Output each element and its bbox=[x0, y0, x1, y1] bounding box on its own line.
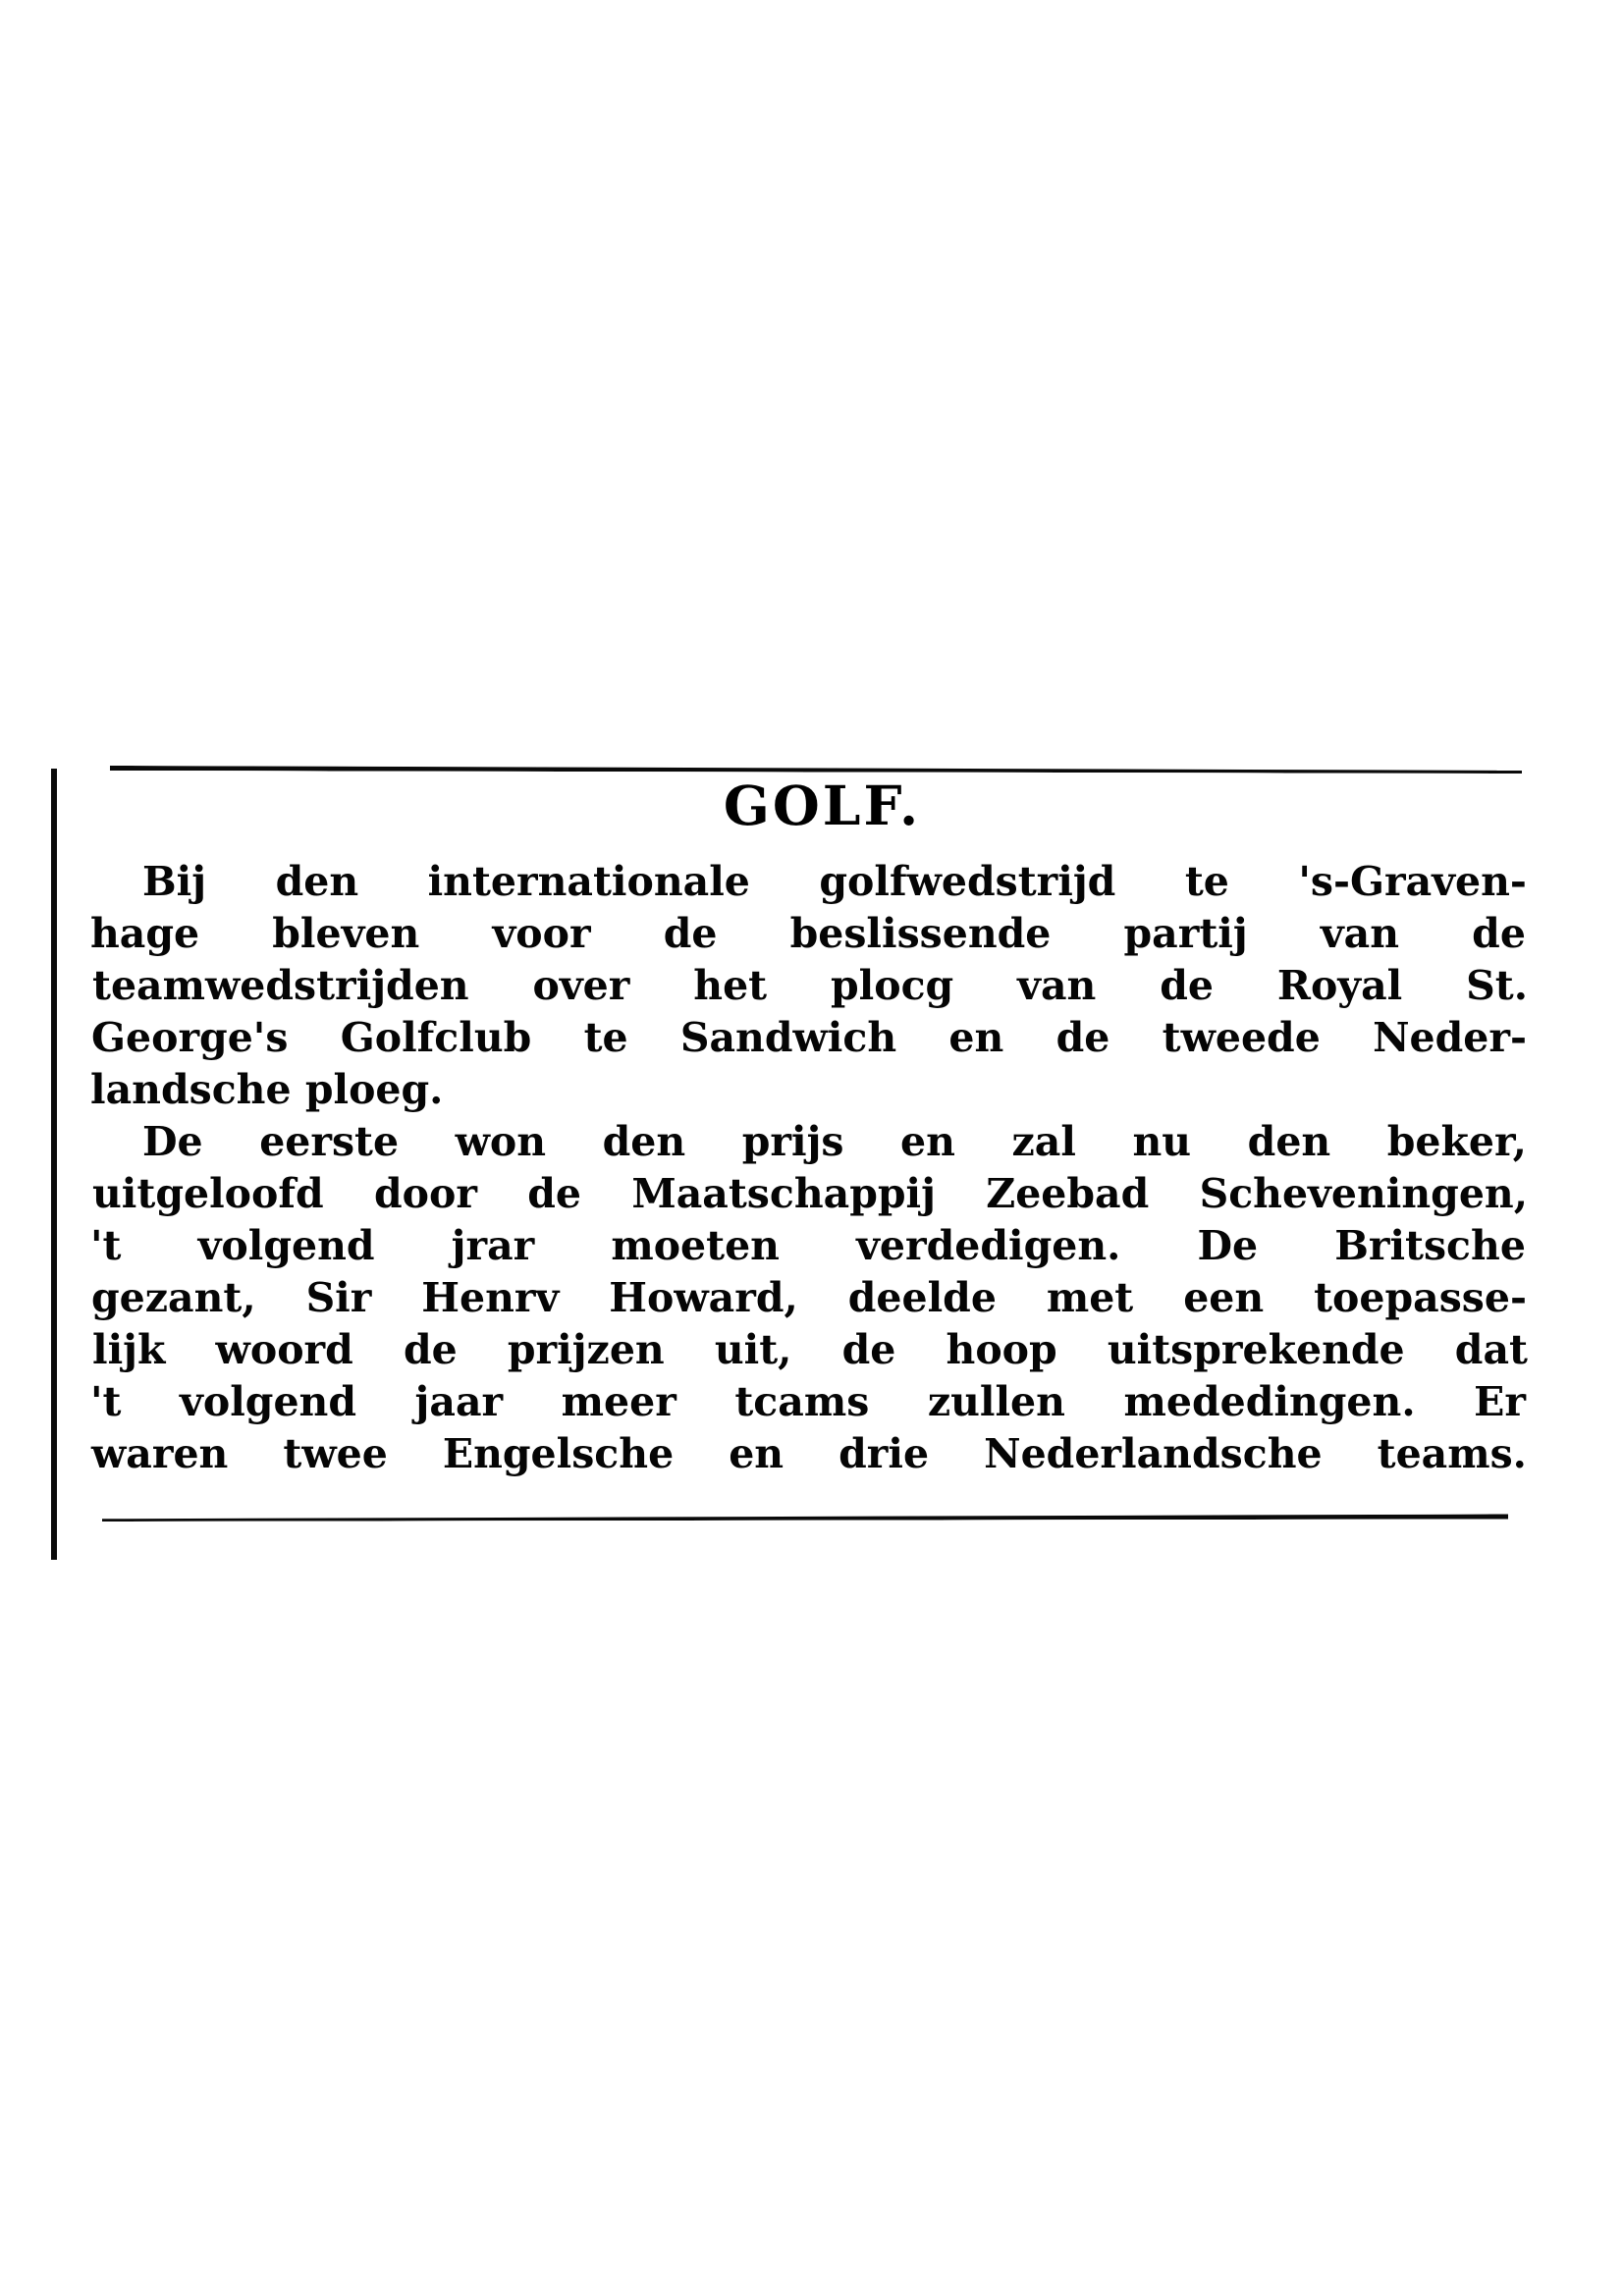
text-line bbox=[91, 1428, 1527, 1480]
text-line bbox=[91, 1272, 1527, 1324]
top-rule bbox=[110, 766, 1522, 774]
left-rule bbox=[51, 769, 57, 1560]
text-line bbox=[90, 1220, 1526, 1272]
line-word: Sir bbox=[305, 1274, 372, 1321]
line-word: waren bbox=[91, 1430, 229, 1477]
line-word: van bbox=[1017, 962, 1097, 1009]
line-word: twee bbox=[283, 1430, 388, 1477]
line-word: de bbox=[841, 1326, 896, 1373]
line-word: nu bbox=[1132, 1118, 1192, 1165]
line-word: Henrv bbox=[421, 1274, 560, 1321]
text-line bbox=[90, 908, 1526, 960]
line-word: en bbox=[900, 1118, 955, 1165]
line-words-12 bbox=[91, 1428, 1527, 1480]
line-word: uitgeloofd bbox=[92, 1170, 324, 1217]
line-word: door bbox=[373, 1170, 477, 1217]
line-words-9 bbox=[91, 1272, 1527, 1324]
line-word: Engelsche bbox=[442, 1430, 675, 1477]
line-word: de bbox=[403, 1326, 458, 1373]
line-word: den bbox=[275, 858, 359, 905]
line-word: toepasse- bbox=[1314, 1274, 1527, 1321]
text-line bbox=[92, 960, 1528, 1012]
line-word: en bbox=[948, 1014, 1004, 1061]
text-line bbox=[91, 1012, 1527, 1064]
line-word: tweede bbox=[1162, 1014, 1321, 1061]
line-words-6 bbox=[91, 1116, 1527, 1168]
line-word: teams. bbox=[1377, 1430, 1527, 1477]
line-word: plocg bbox=[831, 962, 954, 1009]
line-word: de bbox=[1055, 1014, 1110, 1061]
line-word: St. bbox=[1466, 962, 1528, 1009]
line-word: teamwedstrijden bbox=[92, 962, 469, 1009]
line-word: de bbox=[663, 910, 718, 957]
line-word: golfwedstrijd bbox=[819, 858, 1116, 905]
line-words-4 bbox=[91, 1012, 1527, 1064]
line-word: won bbox=[455, 1118, 547, 1165]
line-word: woord bbox=[215, 1326, 353, 1373]
line-word: zullen bbox=[927, 1378, 1065, 1425]
text-line bbox=[90, 1376, 1526, 1428]
line-word: gezant, bbox=[91, 1274, 256, 1321]
line-word: met bbox=[1046, 1274, 1134, 1321]
line-word: De bbox=[1197, 1222, 1259, 1269]
line-word: de bbox=[527, 1170, 582, 1217]
line-words-11 bbox=[90, 1376, 1526, 1428]
line-word: Bij bbox=[142, 858, 207, 905]
line-word: George's bbox=[91, 1014, 289, 1061]
line-word: van bbox=[1320, 910, 1400, 957]
line-word: Britsche bbox=[1334, 1222, 1526, 1269]
line-word: hage bbox=[90, 910, 200, 957]
line-word: 't bbox=[90, 1378, 122, 1425]
bottom-rule bbox=[102, 1515, 1508, 1522]
line-word: meer bbox=[561, 1378, 676, 1425]
page-title: GOLF. bbox=[723, 774, 922, 837]
line-word: Sandwich bbox=[679, 1014, 897, 1061]
line-words-8 bbox=[90, 1220, 1526, 1272]
line-word: Scheveningen, bbox=[1199, 1170, 1528, 1217]
text-line bbox=[90, 1064, 1526, 1116]
line-word: prijs bbox=[741, 1118, 844, 1165]
line-word: Howard, bbox=[609, 1274, 798, 1321]
line-word: den bbox=[602, 1118, 686, 1165]
line-word: bleven bbox=[272, 910, 420, 957]
line-word: uit, bbox=[714, 1326, 792, 1373]
line-word: drie bbox=[839, 1430, 930, 1477]
line-word: te bbox=[583, 1014, 628, 1061]
line-word: deelde bbox=[847, 1274, 997, 1321]
line-word: de bbox=[1160, 962, 1214, 1009]
line-word: eerste bbox=[259, 1118, 400, 1165]
line-words-2 bbox=[90, 908, 1526, 960]
line-word: en bbox=[729, 1430, 784, 1477]
line-word: 't bbox=[90, 1222, 122, 1269]
line-word: Royal bbox=[1276, 962, 1403, 1009]
line-word: prijzen bbox=[507, 1326, 665, 1373]
text-line bbox=[92, 1324, 1528, 1376]
line-words-3 bbox=[92, 960, 1528, 1012]
line-word: volgend bbox=[180, 1378, 357, 1425]
line-word: De bbox=[142, 1118, 203, 1165]
line-word: te bbox=[1184, 858, 1229, 905]
line-word: Er bbox=[1474, 1378, 1526, 1425]
text-line bbox=[91, 856, 1527, 908]
line-word: jaar bbox=[414, 1378, 504, 1425]
line-word: Golfclub bbox=[340, 1014, 532, 1061]
line-word: beker, bbox=[1386, 1118, 1527, 1165]
line-word: partij bbox=[1123, 910, 1248, 957]
line-word: 's-Graven- bbox=[1298, 858, 1527, 905]
line-word: verdedigen. bbox=[856, 1222, 1121, 1269]
line-word: uitsprekende bbox=[1107, 1326, 1405, 1373]
line-words-1 bbox=[91, 856, 1527, 908]
line-word: jrar bbox=[451, 1222, 535, 1269]
line-word: beslissende bbox=[789, 910, 1052, 957]
line-word: tcams bbox=[734, 1378, 870, 1425]
line-word: lijk bbox=[92, 1326, 166, 1373]
line-word: moeten bbox=[611, 1222, 780, 1269]
text-line bbox=[91, 1116, 1527, 1168]
line-word: de bbox=[1472, 910, 1526, 957]
line-word: Neder- bbox=[1373, 1014, 1527, 1061]
text-line bbox=[92, 1168, 1528, 1220]
line-word: Nederlandsche bbox=[984, 1430, 1323, 1477]
line-word: over bbox=[532, 962, 630, 1009]
line-word: Zeebad bbox=[986, 1170, 1150, 1217]
line-word: een bbox=[1183, 1274, 1265, 1321]
line-word: dat bbox=[1454, 1326, 1528, 1373]
line-word: hoop bbox=[946, 1326, 1057, 1373]
line-word: internationale bbox=[427, 858, 750, 905]
line-word: het bbox=[693, 962, 768, 1009]
line-words-7 bbox=[92, 1168, 1528, 1220]
line-word: Maatschappij bbox=[631, 1170, 936, 1217]
article-body bbox=[91, 856, 1527, 1480]
line-word: volgend bbox=[197, 1222, 375, 1269]
line-words-10 bbox=[92, 1324, 1528, 1376]
line-word: voor bbox=[492, 910, 591, 957]
line-word: zal bbox=[1011, 1118, 1076, 1165]
line-word: den bbox=[1247, 1118, 1331, 1165]
line-words-5: landsche ploeg. bbox=[90, 1066, 444, 1113]
line-word: mededingen. bbox=[1123, 1378, 1416, 1425]
